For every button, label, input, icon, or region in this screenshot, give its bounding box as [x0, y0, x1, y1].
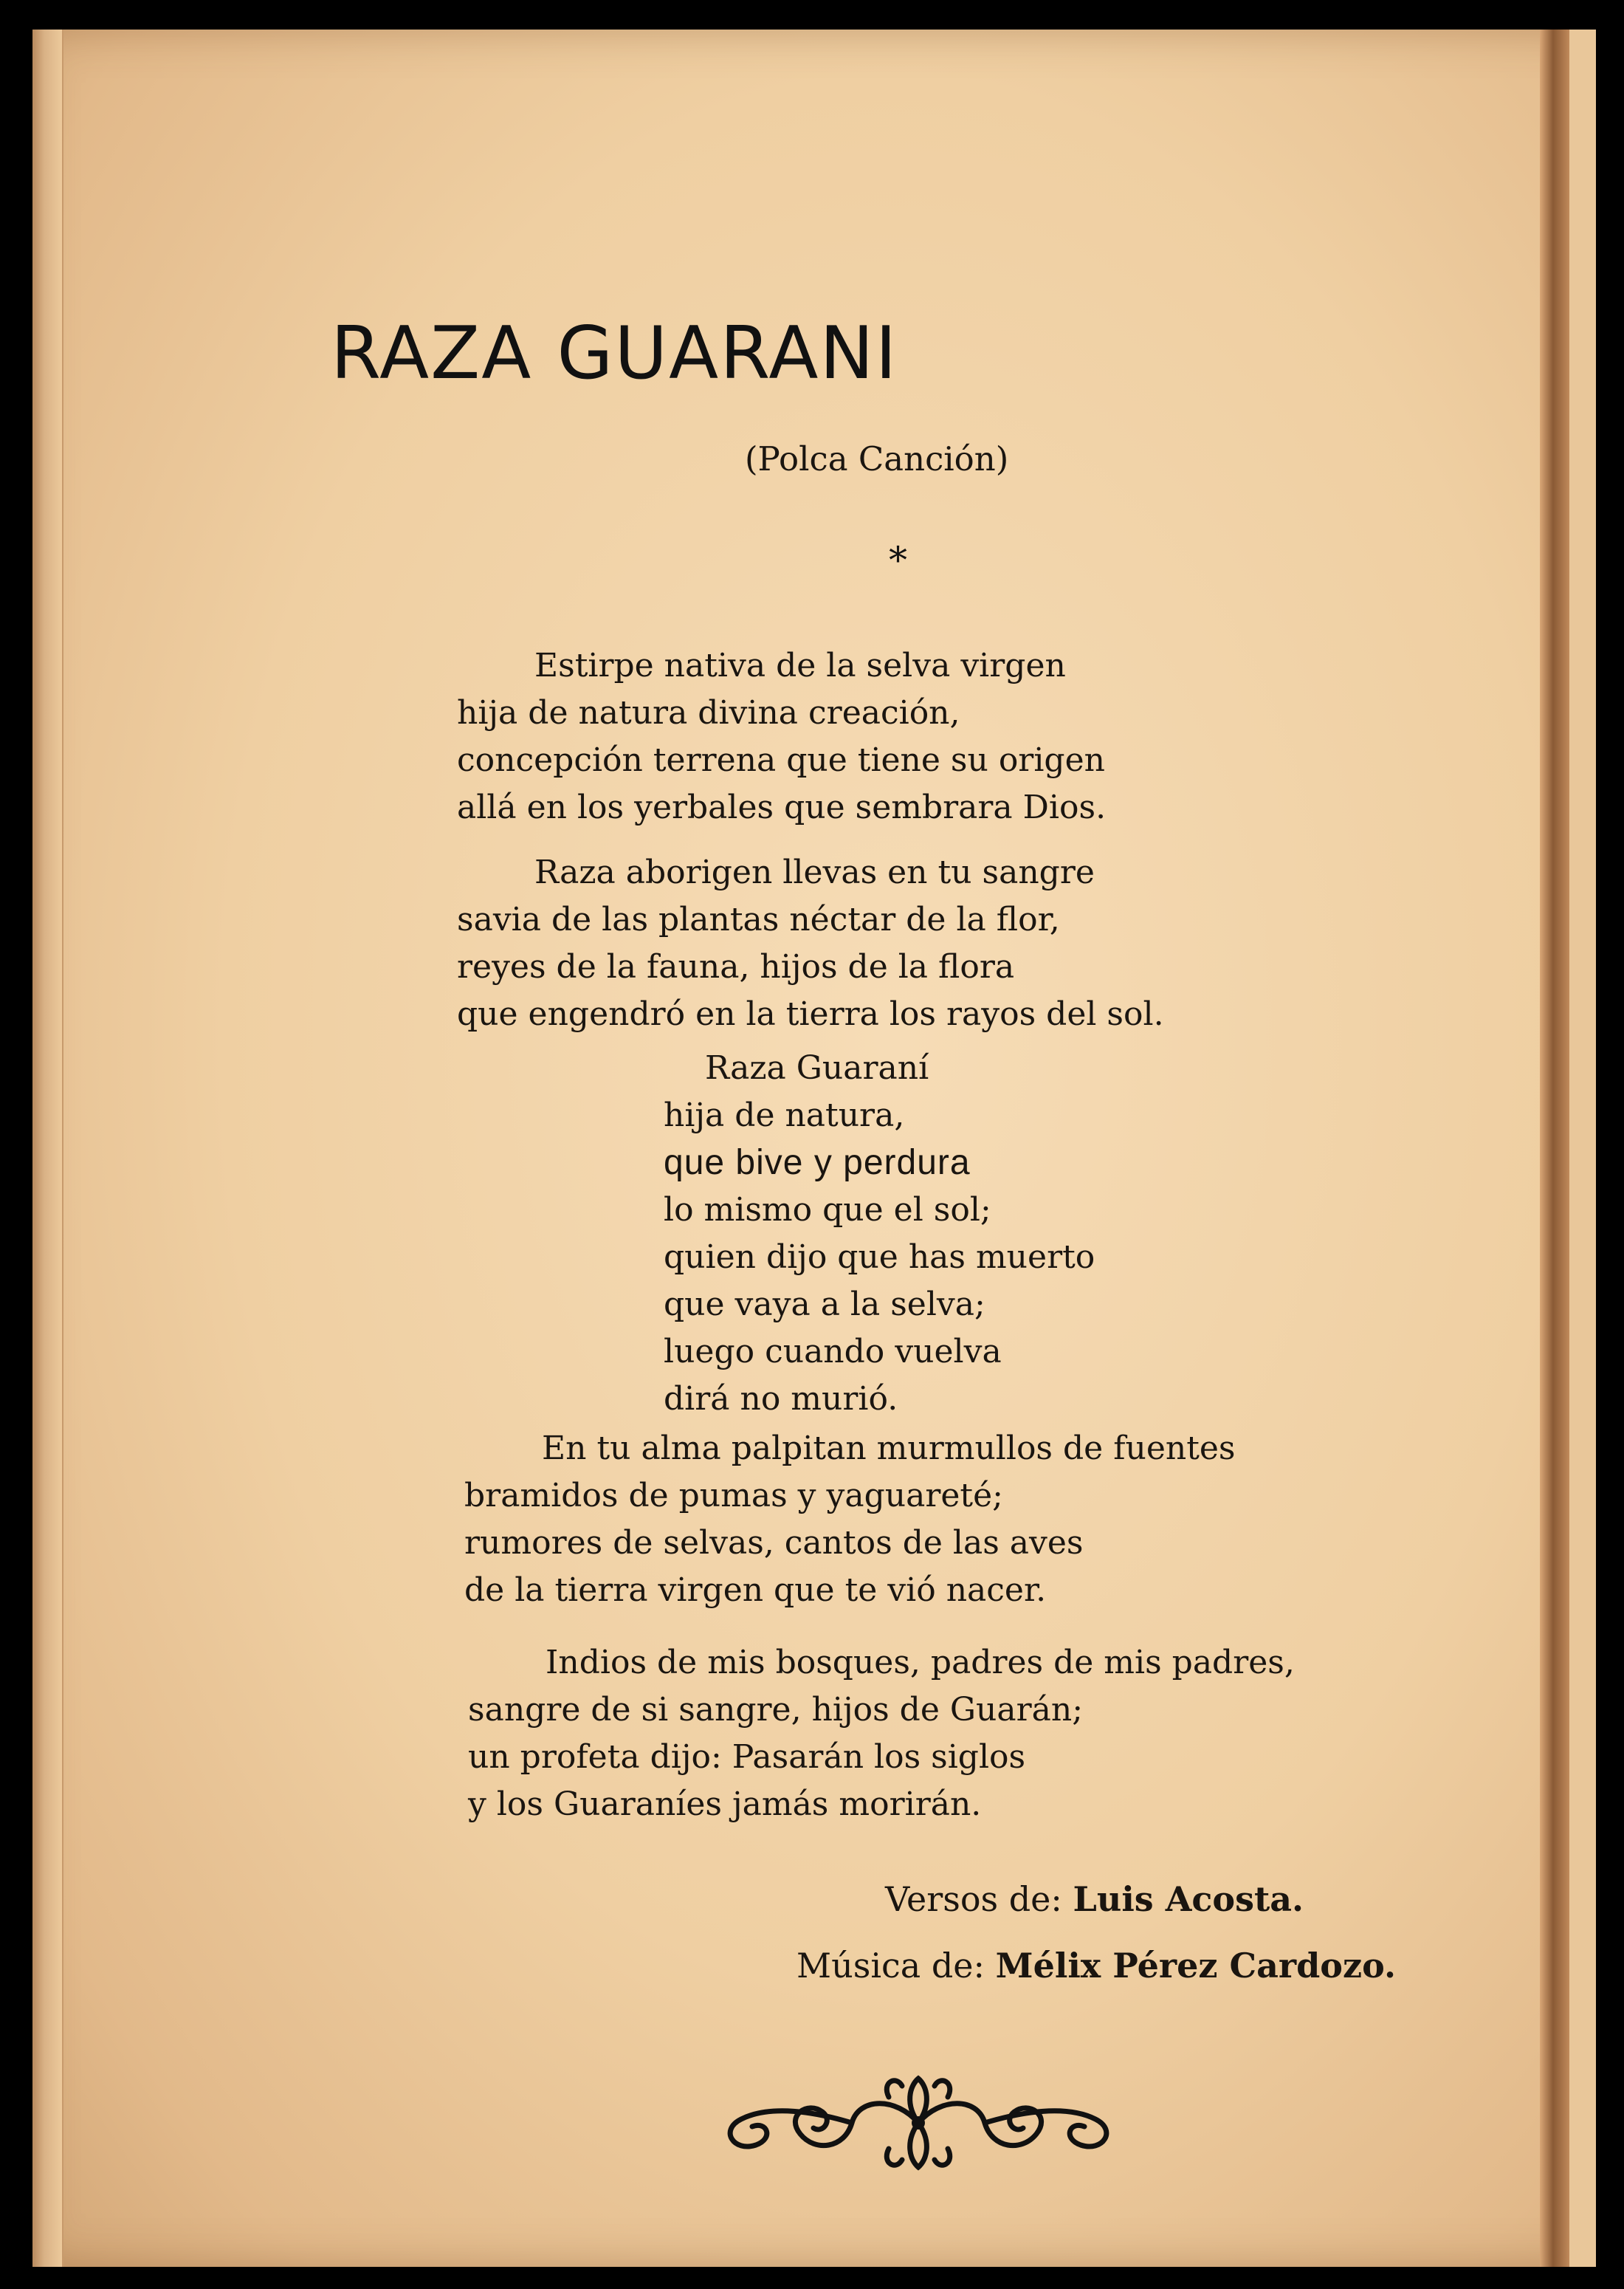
verse-line: y los Guaraníes jamás morirán. — [468, 1785, 982, 1823]
verse-line: savia de las plantas néctar de la flor, — [457, 901, 1060, 938]
song-title: RAZA GUARANI — [331, 312, 898, 396]
page-edge — [32, 30, 63, 2267]
ornament-flourish-icon — [712, 2067, 1125, 2178]
verse-line: un profeta dijo: Pasarán los siglos — [468, 1738, 1026, 1776]
verse-line: que bive y perdura — [664, 1143, 971, 1182]
verse-line: Raza Guaraní — [705, 1049, 929, 1087]
verse-line: En tu alma palpitan murmullos de fuentes — [542, 1430, 1236, 1467]
song-subtitle: (Polca Canción) — [745, 439, 1009, 478]
music-author: Mélix Pérez Cardozo. — [995, 1946, 1396, 1986]
verse-line: de la tierra virgen que te vió nacer. — [464, 1571, 1047, 1609]
stanza-1 — [457, 642, 1106, 831]
verse-line: sangre de si sangre, hijos de Guarán; — [468, 1691, 1084, 1729]
verse-line: Estirpe nativa de la selva virgen — [534, 647, 1066, 684]
verse-line: reyes de la fauna, hijos de la flora — [457, 948, 1015, 986]
verse-line: Raza aborigen llevas en tu sangre — [534, 854, 1095, 891]
stanza-4 — [464, 1425, 1236, 1614]
verse-line: Indios de mis bosques, padres de mis padres, — [546, 1644, 1295, 1681]
verse-line: quien dijo que has muerto — [664, 1238, 1095, 1276]
verse-line: que engendró en la tierra los rayos del sol. — [457, 995, 1164, 1033]
music-label: Música de: — [796, 1946, 985, 1986]
book-gutter — [1540, 30, 1569, 2267]
book-page — [32, 30, 1594, 2267]
verse-line: luego cuando vuelva — [664, 1333, 1002, 1370]
verse-line: concepción terrena que tiene su origen — [457, 741, 1105, 779]
verse-line: dirá no murió. — [664, 1380, 898, 1418]
stanza-2 — [457, 849, 1164, 1038]
lyrics-credit — [885, 1879, 1304, 1919]
verse-line: bramidos de pumas y yaguareté; — [464, 1477, 1003, 1514]
next-page-edge — [1569, 30, 1596, 2267]
verse-line: hija de natura divina creación, — [457, 694, 960, 732]
lyrics-label: Versos de: — [885, 1879, 1062, 1919]
separator-star: * — [889, 539, 907, 582]
verse-line: hija de natura, — [664, 1097, 905, 1134]
verse-line: lo mismo que el sol; — [664, 1191, 991, 1229]
chorus-stanza — [664, 1045, 1095, 1423]
verse-line: que vaya a la selva; — [664, 1286, 985, 1323]
lyrics-author: Luis Acosta. — [1073, 1879, 1304, 1919]
stanza-5 — [468, 1639, 1295, 1828]
music-credit — [796, 1946, 1396, 1986]
verse-line: rumores de selvas, cantos de las aves — [464, 1524, 1084, 1562]
verse-line: allá en los yerbales que sembrara Dios. — [457, 789, 1107, 826]
